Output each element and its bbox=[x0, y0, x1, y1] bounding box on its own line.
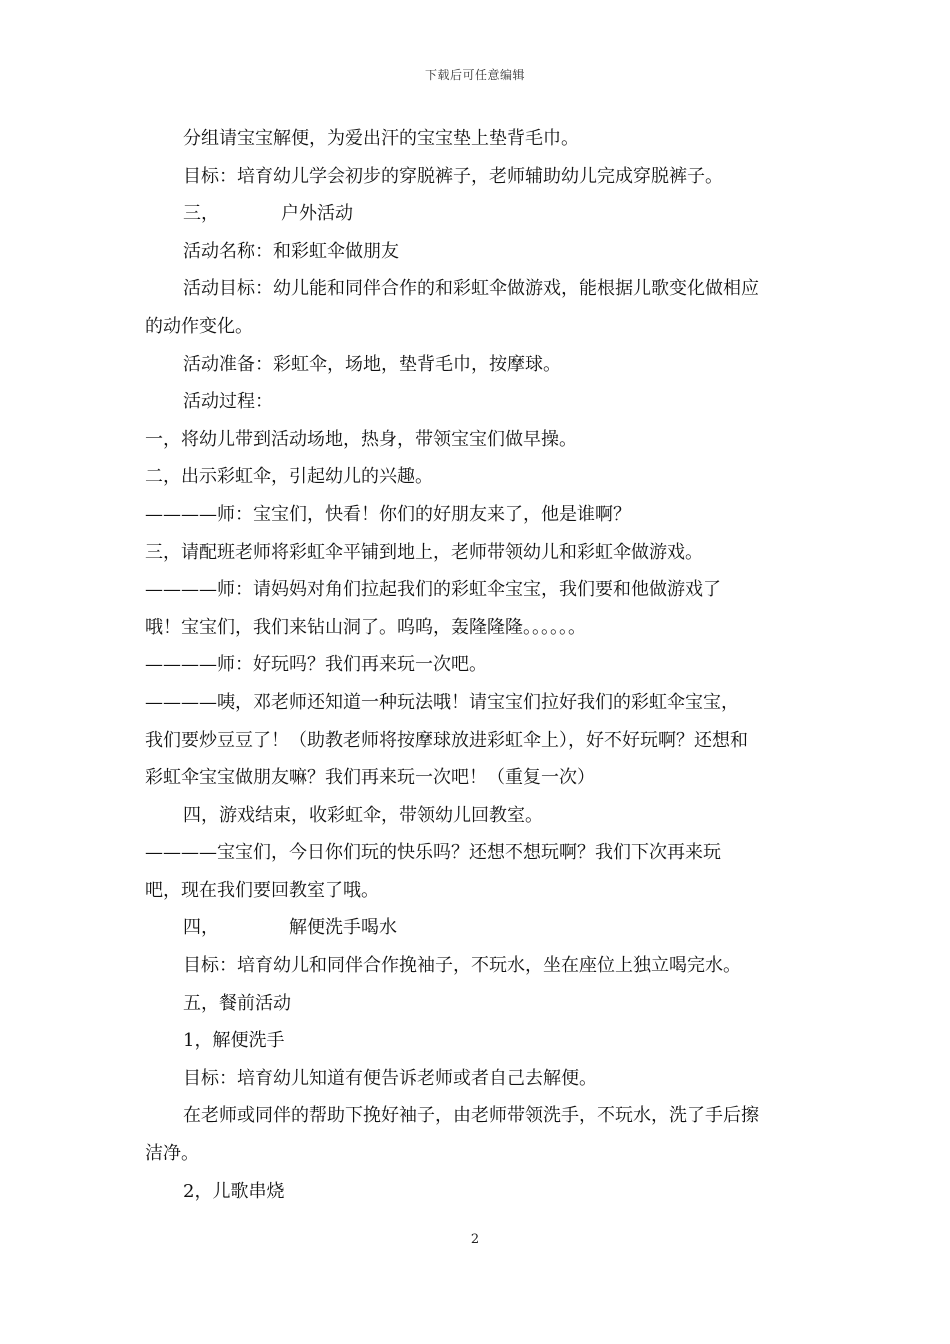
paragraph-line: 2，儿歌串烧 bbox=[183, 1180, 285, 1202]
paragraph-line: 活动目标：幼儿能和同伴合作的和彩虹伞做游戏，能根据儿歌变化做相应 bbox=[183, 278, 759, 300]
paragraph-line: 目标：培育幼儿知道有便告诉老师或者自己去解便。 bbox=[183, 1067, 597, 1089]
paragraph-line: 洁净。 bbox=[145, 1143, 199, 1165]
section-title: 解便洗手喝水 bbox=[289, 917, 397, 939]
paragraph-line: 四，游戏结束，收彩虹伞，带领幼儿回教室。 bbox=[183, 804, 543, 826]
section-heading bbox=[145, 909, 813, 947]
paragraph-line: 五，餐前活动 bbox=[183, 992, 291, 1014]
paragraph-line: ————宝宝们，今日你们玩的快乐吗？还想不想玩啊？我们下次再来玩 bbox=[145, 842, 721, 864]
section-heading bbox=[145, 195, 813, 233]
page-header: 下载后可任意编辑 bbox=[424, 68, 525, 82]
section-number: 四， bbox=[183, 917, 219, 939]
paragraph-line: ————师：好玩吗？我们再来玩一次吧。 bbox=[145, 654, 487, 676]
paragraph-line: 目标：培育幼儿和同伴合作挽袖子，不玩水，坐在座位上独立喝完水。 bbox=[183, 955, 741, 977]
paragraph-line: 一，将幼儿带到活动场地，热身，带领宝宝们做早操。 bbox=[145, 428, 577, 450]
paragraph-line: ————师：宝宝们，快看！你们的好朋友来了，他是谁啊？ bbox=[145, 503, 631, 525]
paragraph-line: 吧，现在我们要回教室了哦。 bbox=[145, 879, 379, 901]
paragraph-line: 活动准备：彩虹伞，场地，垫背毛巾，按摩球。 bbox=[183, 353, 561, 375]
paragraph-line: 活动过程： bbox=[183, 391, 273, 413]
paragraph-line: 1，解便洗手 bbox=[183, 1030, 285, 1052]
paragraph-line: ————咦，邓老师还知道一种玩法哦！请宝宝们拉好我们的彩虹伞宝宝， bbox=[145, 691, 739, 713]
paragraph-line: ————师：请妈妈对角们拉起我们的彩虹伞宝宝，我们要和他做游戏了 bbox=[145, 579, 721, 601]
paragraph-line: 的动作变化。 bbox=[145, 315, 253, 337]
paragraph-line: 我们要炒豆豆了！（助教老师将按摩球放进彩虹伞上），好不好玩啊？还想和 bbox=[145, 729, 748, 751]
paragraph-line: 二，出示彩虹伞，引起幼儿的兴趣。 bbox=[145, 466, 433, 488]
paragraph-line: 彩虹伞宝宝做朋友嘛？我们再来玩一次吧！（重复一次） bbox=[145, 767, 595, 789]
paragraph-line: 活动名称：和彩虹伞做朋友 bbox=[183, 240, 399, 262]
paragraph-line: 分组请宝宝解便，为爱出汗的宝宝垫上垫背毛巾。 bbox=[183, 128, 579, 149]
paragraph-line: 三，请配班老师将彩虹伞平铺到地上，老师带领幼儿和彩虹伞做游戏。 bbox=[145, 541, 703, 563]
section-title: 户外活动 bbox=[281, 203, 353, 225]
page-number: 2 bbox=[470, 1232, 480, 1247]
paragraph-line: 哦！宝宝们，我们来钻山洞了。呜呜，轰隆隆隆。。。。。。 bbox=[145, 616, 586, 638]
paragraph-line: 目标：培育幼儿学会初步的穿脱裤子，老师辅助幼儿完成穿脱裤子。 bbox=[183, 165, 723, 187]
paragraph-line: 在老师或同伴的帮助下挽好袖子，由老师带领洗手，不玩水，洗了手后擦 bbox=[183, 1105, 759, 1127]
section-number: 三， bbox=[183, 203, 219, 225]
document-body bbox=[145, 120, 813, 1210]
